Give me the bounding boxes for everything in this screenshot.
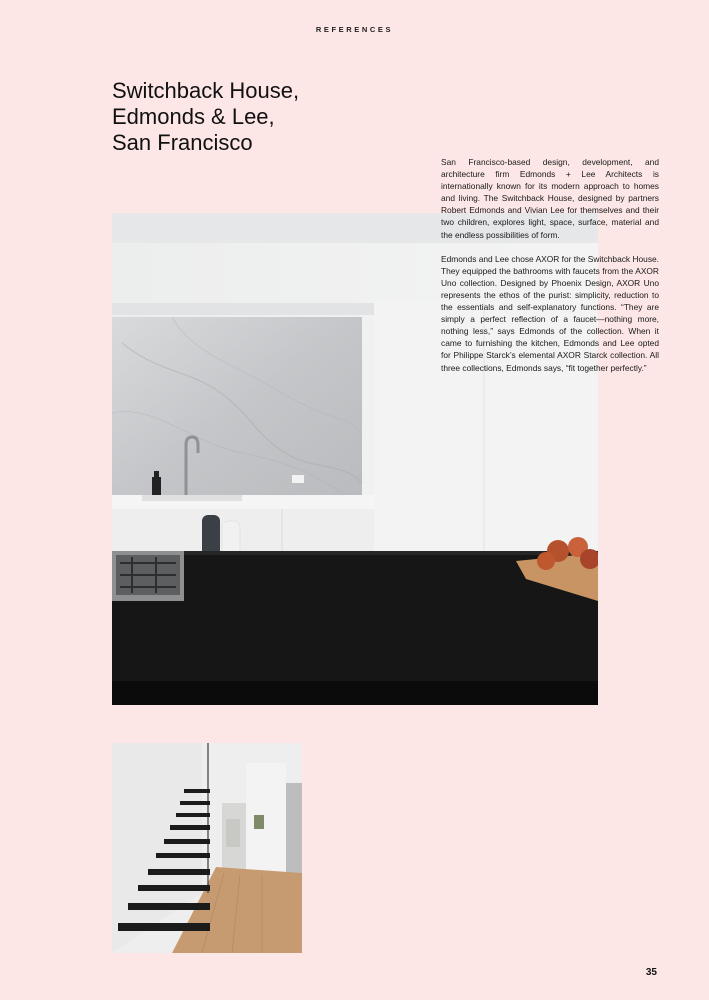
title-line: San Francisco xyxy=(112,130,253,155)
title-line: Edmonds & Lee, xyxy=(112,104,275,129)
staircase-photo xyxy=(112,743,302,953)
title-line: Switchback House, xyxy=(112,78,300,103)
section-label: REFERENCES xyxy=(315,25,394,34)
page-title xyxy=(112,78,412,156)
body-text xyxy=(441,156,659,386)
paragraph: Edmonds and Lee chose AXOR for the Switchback House. They equipped the bathrooms with faucets from the AXOR Uno collection. Designed by Phoenix Design, AXOR Uno represents the ethos of the purist: simplicity, reduction to the essentials and self-explanatory functions. “They are simply a perfect reflection of a faucet—nothing more, nothing less,” says Edmonds of the collection. When it came to furnishing the kitchen, Edmonds and Lee opted for Philippe Starck’s elemental AXOR Starck collection. All three collections, Edmonds says, “fit together perfectly.” xyxy=(441,253,659,373)
page-number: 35 xyxy=(645,967,657,978)
paragraph: San Francisco-based design, development, and architecture firm Edmonds + Lee Architects is internationally known for its modern approach to homes and living. The Switchback House, designed by partners Robert Edmonds and Vivian Lee for themselves and their two children, explores light, space, surface, material and the endless possibilities of form. xyxy=(441,157,659,240)
